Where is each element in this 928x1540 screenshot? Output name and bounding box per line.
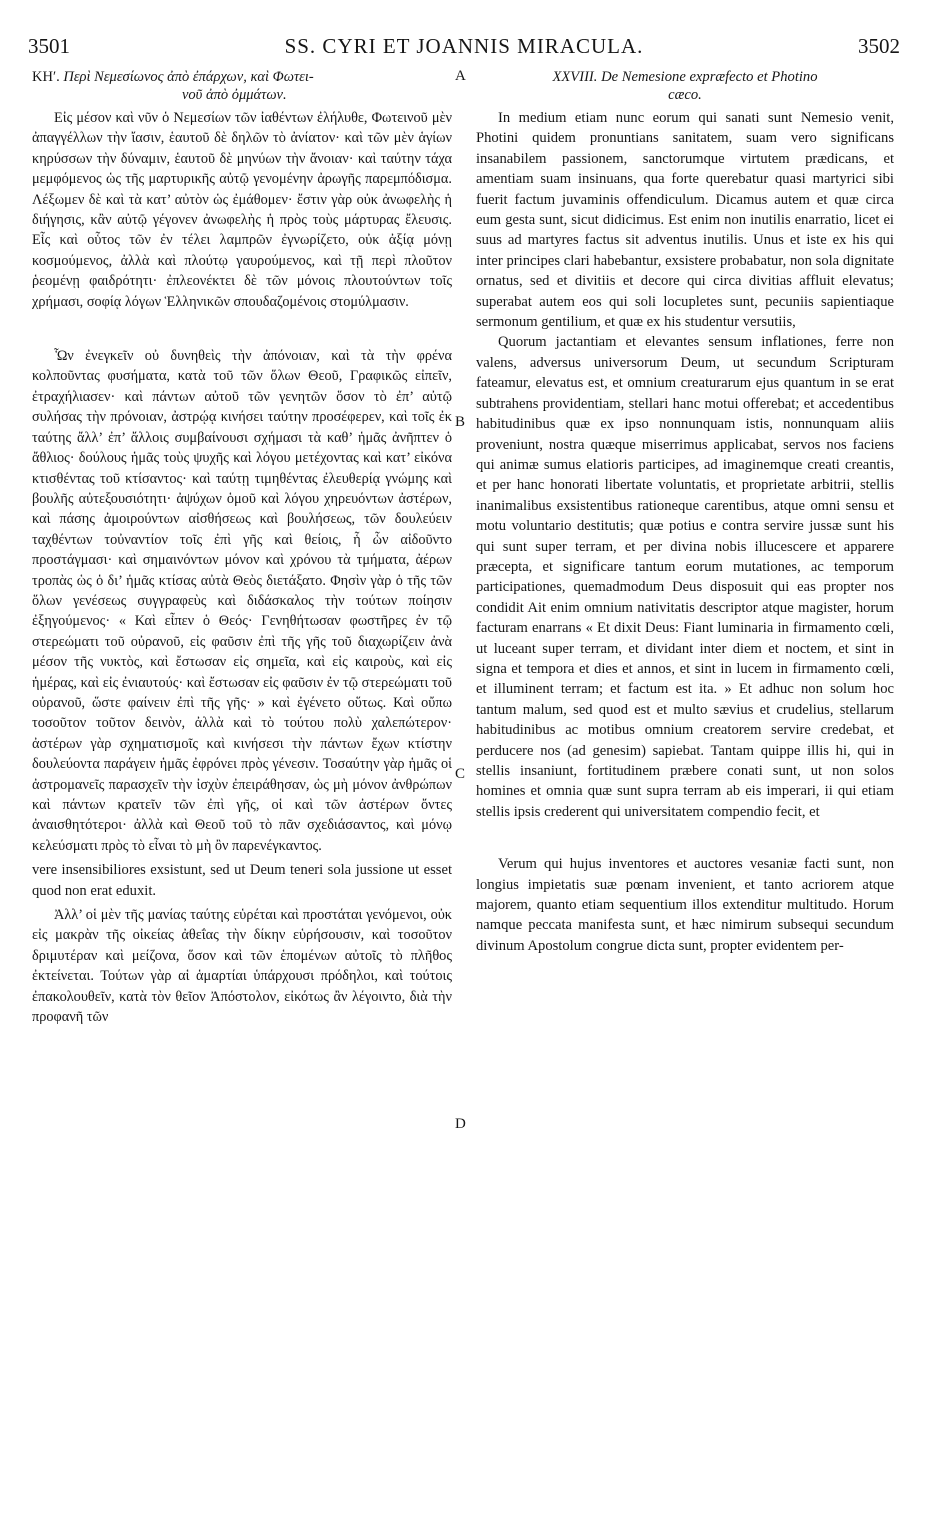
latin-paragraph-1: In medium etiam nunc eorum qui sanati sunt Nemesio venit, Photini quidem pronuntians sanitatem, suam vero significans insanabilem passionem, sanctorumque virtutem prædicans, et amentiam suam insinuans, qua forte querebatur quasi martyrici sibi fuerit factum juvaminis offendiculum. Dicamus autem et quæ circa eum gesta sunt, sicut didicimus. Est enim non inutilis enarratio, licet ei suus ad martyres factus sit adventus inutilis. Unus et iste ex his qui inter principes clari habebantur, exsistere probabatur, non sola dignitate ornatus, sed et divitiis et decore qui circa divitias affluit elevatus; superabat autem eos qui soli locupletes sunt, pecuniis sapientiaque sermonum gentilium, et quæ ex his studentur versutiis,	[476, 110, 894, 331]
greek-column	[32, 68, 452, 1027]
chapter-title-latin-line1: De Nemesione expræfecto et Photino	[601, 69, 818, 85]
latin-fragment: vere insensibiliores exsistunt, sed ut Deum teneri sola jussione ut esset quod non erat eduxit.	[32, 862, 452, 899]
latin-paragraph-2: Quorum jactantiam et elevantes sensum inflationes, ferre non valens, adversus universorum Deum, ut secundum Scripturam fateamur, elevatus est, et omnium creaturarum ejus quantum in se erat subtrahens providentiam, stellari hanc motui offerebat; et accedentibus habitudinibus quæ ex ipso nonnunquam istis, nonnunquam aliis proveniunt, nostra quæque miserrimus applicabat, servos nos faciens qui animæ sumus elatioris participes, ad imaginemque creati creantis, et per hanc honorati libertate voluntatis, et proprietate arbitrii, stellis inanimalibus exsistentibus rationeque carentibus, atque omni sensu et motu voluntario destitutis; quæ potius e contra servire jussæ sunt his qui sunt super terram, et per divina nobis illucescere et apparere præcepta, et significare tantum eorum mutationes, ac temporum participationes, quemadmodum Deus disposuit qui eas propter nos condidit Ait enim omnium nativitatis descriptor atque magister, horum facturam enarrans « Et dixit Deus: Fiant luminaria in firmamento cœli, ut luceant super terram, et dividant inter diem et noctem, et sint in signa et tempora et dies et annos, et sint in lucem in firmamento cœli, et illuminent terram; et factum est ita. » Et adhuc non solum hoc tantum malum, sed quod est et multo sævius et crudelius, stellarum habitudinibus ac motibus omnium creatorem servire credebat, et perducere nos (ad genesim) sapiebat. Tantam quippe illis hi, qui in stellis insaniunt, fortitudinem præbere conati sunt, ut non solos homines et omnia quæ sunt supra terram ab eis imperari, ii qui etiam stellis ipsis crederent qui universitatem compendio fecit, et	[476, 334, 894, 820]
chapter-title-greek	[32, 68, 452, 104]
page-number-right: 3502	[858, 34, 900, 58]
margin-letter-c: C	[455, 766, 466, 782]
latin-column	[476, 68, 894, 956]
greek-paragraph-1: Εἰς μέσον καὶ νῦν ὁ Νεμεσίων τῶν ἰαθέντων ἐλήλυθε, Φωτεινοῦ μὲν ἀπαγγέλλων τὴν ἴασιν, ἑαυτοῦ δὲ δηλῶν τὸ ἀνίατον· καὶ τῶν μὲν ἁγίων κηρύσσων τὴν δύναμιν, ἑαυτοῦ δὲ μηνύων τὴν ἄνοιαν· καὶ ταύτην τάχα μεμφόμενος ὡς τῆς μαρτυρικῆς αὐτῷ γενομένην ἀρωγῆς παρεμπόδισμα. Λέξωμεν δὲ καὶ τὰ κατ’ αὐτὸν ὡς ἐμάθομεν· ἔστιν γὰρ οὐκ ἀνωφελὴς ἡ διήγησις, κἂν αὐτῷ γέγονεν ἀνωφελὴς ἡ πρὸς τοὺς μάρτυρας ἔλευσις. Εἷς καὶ οὗτος τῶν ἐν τέλει λαμπρῶν ἐγνωρίζετο, οὐκ ἀξίᾳ μόνῃ κοσμούμενος, ἀλλὰ καὶ πλούτῳ γαυρούμενος, καὶ τῇ περὶ πλοῦτον ῥεομένῃ φαιδρότητι· ἐπλεονέκτει δὲ τῶν μόνοις πλουτούντων τοῖς χρήμασι, σοφίᾳ λόγων Ἑλληνικῶν σπουδαζομένοις στομύλμασιν.	[32, 110, 452, 310]
margin-letter-d: D	[455, 1116, 466, 1132]
latin-paragraph-3: Verum qui hujus inventores et auctores vesaniæ facti sunt, non longius impietatis suæ pœnam invenient, et tanto acriorem atque majorem, quanto etiam sequentium illos extenditur multitudo. Horum namque peccata manifesta sunt, et hæc nimirum subsequi secundum divinum Apostolum congrue dicta sunt, propter evidentem per-	[476, 856, 894, 954]
margin-letter-b: B	[455, 414, 466, 430]
chapter-title-greek-line1: Περὶ Νεμεσίωνος ἀπὸ ἐπάρχων, καὶ Φωτει-	[63, 69, 314, 85]
running-header	[28, 34, 900, 60]
chapter-number-latin: XXVIII.	[552, 69, 598, 85]
page-number-left: 3501	[28, 34, 70, 58]
greek-paragraph-3: Ἀλλ’ οἱ μὲν τῆς μανίας ταύτης εὑρέται καὶ προστάται γενόμενοι, οὐκ εἰς μακρὰν τῆς οἰκείας ἀθεΐας τὴν δίκην εὑρήσουσιν, καὶ τοσοῦτον δριμυτέραν καὶ μείζονα, ὅσον καὶ τῶν ἑπομένων αὐτοῖς τὸ πλῆθος ἐκτείνεται. Τούτων γὰρ αἱ ἁμαρτίαι ὑπάρχουσι πρόδηλοι, καὶ τούτοις ἐπακολουθεῖν, κατὰ τὸν θεῖον Ἀπόστολον, εἰκότως ἂν λέγοιντο, διὰ τὴν προφανῆ τῶν	[32, 907, 452, 1026]
chapter-number-greek: ΚΗʹ.	[32, 69, 60, 85]
greek-paragraph-2: Ὧν ἐνεγκεῖν οὐ δυνηθεὶς τὴν ἀπόνοιαν, καὶ τὰ τὴν φρένα κολποῦντας φυσήματα, κατὰ τοῦ τῶν ὅλων Θεοῦ, Γραφικῶς εἰπεῖν, ἐτραχήλιασεν· καὶ πάντων αὐτοῦ τῶν γενητῶν ὅσον τὸ ἐπ’ αὐτῷ συλήσας τὴν πρόνοιαν, ἀστρῴᾳ κινήσει ταύτην προσέφερεν, καὶ τοῖς ἐκ ταύτης ἄλλ’ ἐπ’ ἄλλοις συμβαίνουσι σχήμασι τὰ καθ’ ἡμᾶς ἀνῆπτεν ὁ ἄθλιος· δούλους ἡμᾶς τοὺς ψυχῆς καὶ λόγου μετέχοντας καὶ κατ’ εἰκόνα κτισθέντας τοῦ κτίσαντος· καὶ ταύτῃ τιμηθέντας ἐλευθερίᾳ γνώμης καὶ βουλῆς αὐτεξουσιότητι· ἀψύχων ὁμοῦ καὶ λόγου χηρευόντων ἀστέρων, καὶ πάσης ἀμοιρούντων αἰσθήσεως καὶ βουλήσεως, τῶν δουλεύειν ταχθέντων τοὐναντίον τοῖς ἐπὶ γῆς καὶ θείοις, ἧ ὧν αἰδοῦντο προστάγμασι· καὶ σημαινόντων μόνον καὶ χρόνου τὰ τμήματα, ἀέρων τροπὰς ὡς ὁ δι’ ἡμᾶς κτίσας αὐτὰ Θεὸς διετάξατο. Φησὶν γὰρ ὁ τῆς τῶν ὅλων γενέσεως συγγραφεὺς καὶ διδάσκαλος τὴν τούτων ποίησιν ἐξηγούμενος· « Καὶ εἶπεν ὁ Θεός· Γενηθήτωσαν φωστῆρες ἐν τῷ στερεώματι τοῦ οὐρανοῦ, εἰς φαῦσιν ἐπὶ τῆς γῆς τοῦ διαχωρίζειν ἀνὰ μέσον τῆς νυκτὸς, καὶ ἔστωσαν εἰς σημεῖα, καὶ εἰς καιροὺς, καὶ εἰς ἡμέρας, καὶ εἰς ἐνιαυτούς· καὶ ἔστωσαν εἰς φαῦσιν ἐν τῷ στερεώματι τοῦ οὐρανοῦ, ὥστε φαίνειν ἐπὶ τῆς γῆς· » καὶ ἐγένετο οὕτως. Καὶ οὔπω τοσοῦτον τοῦτον δεινὸν, ἀλλὰ καὶ τὸ τούτου πολὺ χαλεπώτερον· ἀστέρων γὰρ σχηματισμοῖς καὶ κινήσεσι τὴν πάντων ἔχων κτίστην δουλεύοντα παράγειν ἡμᾶς ἐφρόνει πρὸς γένεσιν. Τοσαύτην γὰρ ἡμᾶς οἱ ἀστρομανεῖς παρασχεῖν τὴν ἰσχὺν ἐπειράθησαν, ὡς μὴ μόνον ἀνθρώπων καὶ πάντων κρατεῖν τῶν ἐπὶ γῆς, οἱ καὶ τῶν ἀστέρων ὄντες ἀναισθητότεροι· ἀλλὰ καὶ Θεοῦ τοῦ τὸ πᾶν σχεδιάσαντος, καὶ μόνῳ κελεύσματι πρὸς τὸ εἶναι τὸ μὴ ὂν παρενέγκαντος.	[32, 348, 452, 854]
chapter-title-latin-line2: cæco.	[668, 87, 702, 103]
chapter-title-greek-line2: νοῦ ἀπὸ ὀμμάτων.	[182, 87, 287, 103]
chapter-title-latin	[476, 68, 894, 104]
margin-letter-a: A	[455, 68, 466, 84]
running-title: SS. CYRI ET JOANNIS MIRACULA.	[284, 34, 644, 58]
